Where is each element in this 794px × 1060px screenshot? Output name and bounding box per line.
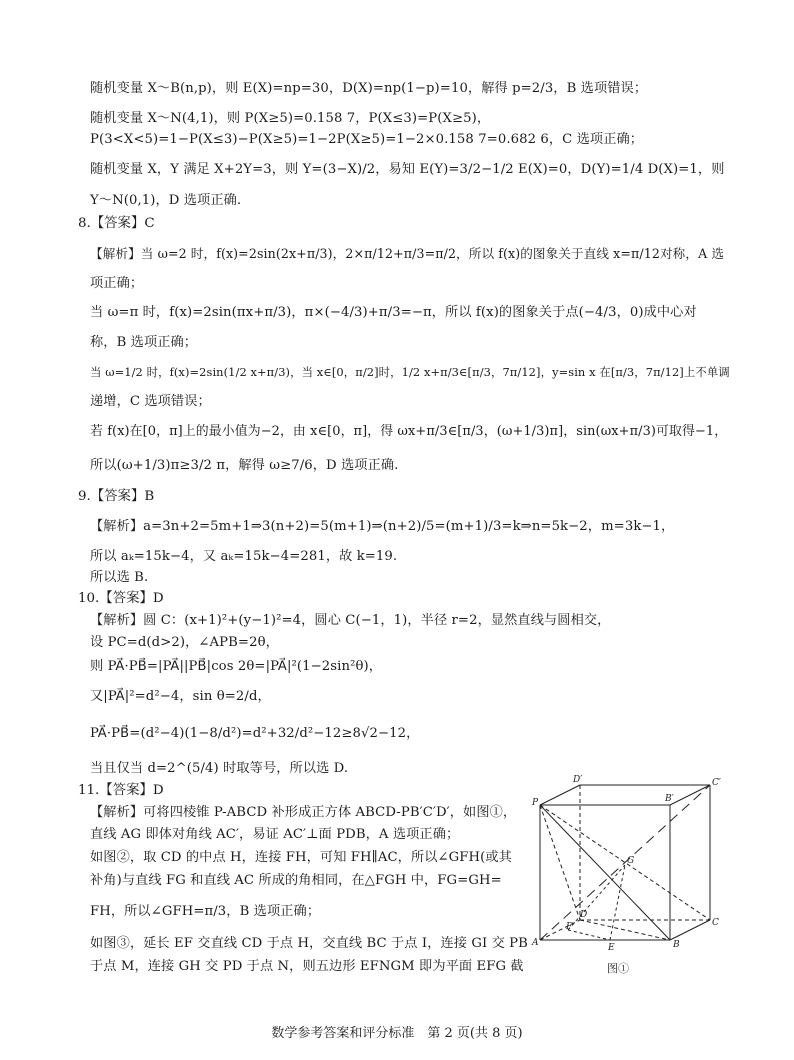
- solution-line: 【解析】可将四棱锥 P-ABCD 补形成正方体 ABCD-PB′C′D′，如图①，: [90, 805, 517, 820]
- solution-line: 若 f(x)在[0，π]上的最小值为−2，由 x∈[0，π]，得 ωx+π/3∈[π/3，(ω+1/3)π]，sin(ωx+π/3)可取得−1，: [90, 424, 728, 439]
- solution-line: 于点 M，连接 GH 交 PD 于点 N，则五边形 EFNGM 即为平面 EFG 截: [90, 959, 524, 974]
- solution-line: 随机变量 X～N(4,1)，则 P(X≥5)=0.158 7，P(X≤3)=P(X≥5)，: [90, 111, 491, 126]
- solution-line: 随机变量 X，Y 满足 X+2Y=3，则 Y=(3−X)/2，易知 E(Y)=3/2−1/2 E(X)=0，D(Y)=1/4 D(X)=1，则: [90, 162, 725, 177]
- page-footer: 数学参考答案和评分标准 第 2 页(共 8 页): [271, 1026, 523, 1041]
- solution-line: 直线 AG 即体对角线 AC′，易证 AC′⊥面 PDB，A 选项正确；: [90, 827, 460, 842]
- solution-line: 称，B 选项正确；: [90, 335, 198, 350]
- solution-line: 又|PA⃗|²=d²−4，sin θ=2/d，: [90, 689, 271, 704]
- label-B-prime: B′: [665, 794, 674, 804]
- solution-line: 递增，C 选项错误；: [90, 394, 211, 409]
- label-F: F: [566, 922, 573, 932]
- label-B: B: [673, 940, 680, 950]
- answer-header: 10.【答案】D: [78, 591, 164, 606]
- solution-line: FH，所以∠GFH=π/3，B 选项正确；: [90, 904, 321, 919]
- solution-line: 【解析】当 ω=2 时，f(x)=2sin(2x+π/3)，2×π/12+π/3=π/2，所以 f(x)的图象关于直线 x=π/12对称，A 选: [90, 246, 725, 261]
- label-D: D: [580, 910, 588, 920]
- figure-caption: 图①: [607, 962, 629, 975]
- answer-header: 9.【答案】B: [78, 489, 155, 504]
- solution-line: 如图②，取 CD 的中点 H，连接 FH，可知 FH∥AC，所以∠GFH(或其: [90, 850, 512, 865]
- solution-line: 所以(ω+1/3)π≥3/2 π，解得 ω≥7/6，D 选项正确.: [90, 458, 399, 473]
- solution-line: Y～N(0,1)，D 选项正确.: [90, 193, 242, 208]
- label-C: C: [712, 918, 719, 928]
- label-G: G: [627, 856, 635, 866]
- solution-line: PA⃗·PB⃗=(d²−4)(1−8/d²)=d²+32/d²−12≥8√2−12，: [90, 726, 420, 741]
- cube-figure-1: [530, 775, 730, 980]
- solution-line: 所以选 B.: [90, 570, 149, 585]
- solution-line: 当 ω=1/2 时，f(x)=2sin(1/2 x+π/3)，当 x∈[0，π/2]时，1/2 x+π/3∈[π/3，7π/12]，y=sin x 在[π/3，7π/12]上不单调: [90, 365, 730, 379]
- solution-line: 如图③，延长 EF 交直线 CD 于点 H，交直线 BC 于点 I，连接 GI 交 PB: [90, 936, 528, 951]
- solution-line: 【解析】圆 C：(x+1)²+(y−1)²=4，圆心 C(−1，1)，半径 r=2，显然直线与圆相交，: [90, 613, 611, 628]
- solution-line: 随机变量 X～B(n,p)，则 E(X)=np=30，D(X)=np(1−p)=10，解得 p=2/3，B 选项错误；: [90, 81, 648, 96]
- label-C-prime: C′: [712, 778, 721, 788]
- answer-header: 11.【答案】D: [78, 783, 164, 798]
- solution-line: 当且仅当 d=2^(5/4) 时取等号，所以选 D.: [90, 761, 349, 776]
- solution-line: 所以 aₖ=15k−4，又 aₖ=15k−4=281，故 k=19.: [90, 549, 398, 564]
- solution-line: 【解析】a=3n+2=5m+1⇒3(n+2)=5(m+1)⇒(n+2)/5=(m+1)/3=k⇒n=5k−2，m=3k−1，: [90, 519, 675, 534]
- solution-line: P(3<X<5)=1−P(X≤3)−P(X≥5)=1−2P(X≥5)=1−2×0.158 7=0.682 6，C 选项正确；: [90, 132, 644, 147]
- label-D-prime: D′: [573, 775, 583, 785]
- solution-line: 当 ω=π 时，f(x)=2sin(πx+π/3)，π×(−4/3)+π/3=−π，所以 f(x)的图象关于点(−4/3，0)成中心对: [90, 305, 697, 320]
- solution-line: 设 PC=d(d>2)，∠APB=2θ，: [90, 635, 279, 650]
- label-A: A: [532, 938, 539, 948]
- answer-header: 8.【答案】C: [78, 216, 155, 231]
- label-E: E: [608, 943, 615, 953]
- solution-line: 补角)与直线 FG 和直线 AC 所成的角相同，在△FGH 中，FG=GH=: [90, 873, 502, 888]
- solution-line: 则 PA⃗·PB⃗=|PA⃗||PB⃗|cos 2θ=|PA⃗|²(1−2sin²θ)，: [90, 659, 383, 674]
- label-P: P: [532, 798, 539, 808]
- solution-line: 项正确；: [90, 276, 144, 291]
